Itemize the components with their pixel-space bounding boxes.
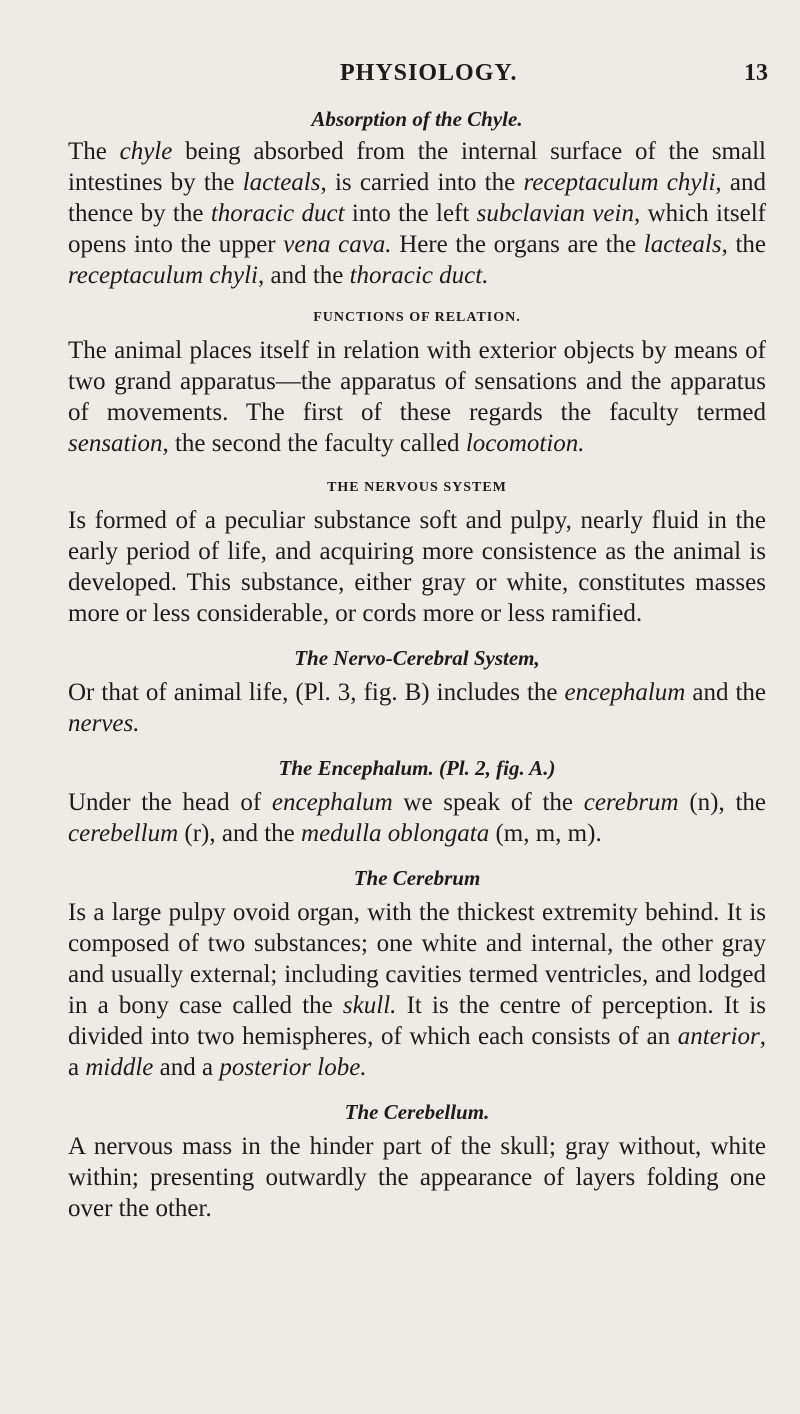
- running-head: [40, 60, 768, 90]
- heading-functions-of-relation: FUNCTIONS OF RELATION.: [313, 310, 521, 325]
- running-title: PHYSIOLOGY.: [340, 60, 518, 86]
- heading-absorption-of-chyle: Absorption of the Chyle.: [311, 107, 523, 131]
- heading-encephalum: The Encephalum. (Pl. 2, fig. A.): [278, 756, 556, 780]
- paragraph-nervo-cerebral: Or that of animal life, (Pl. 3, fig. B) includes the encephalum and the nerves.: [68, 679, 767, 737]
- paragraph-cerebrum: Is a large pulpy ovoid organ, with the thickest extremity behind. It is composed of two substances; one white and internal, the other gray and usually external; including cavities termed ventricles, and lodged in a bony case called the skull. It is the centre of perception. It is divided into two hemispheres, of which each consists of an anterior, a middle and a posterior lobe.: [68, 899, 766, 1081]
- page-number: 13: [744, 60, 768, 86]
- heading-cerebrum: The Cerebrum: [353, 866, 481, 890]
- heading-cerebellum: The Cerebellum.: [344, 1100, 490, 1124]
- text-block: [68, 102, 766, 1224]
- paragraph-encephalum: Under the head of encephalum we speak of the cerebrum (n), the cerebellum (r), and the medulla oblongata (m, m, m).: [68, 789, 766, 847]
- paragraph-cerebellum: A nervous mass in the hinder part of the skull; gray without, white within; presenting outwardly the appearance of layers folding one over the other.: [68, 1133, 766, 1222]
- heading-nervo-cerebral-system: The Nervo-Cerebral System,: [294, 646, 540, 670]
- heading-nervous-system: THE NERVOUS SYSTEM: [327, 480, 507, 495]
- paragraph-chyle: The chyle being absorbed from the internal surface of the small intestines by the lacteals, is carried into the receptaculum chyli, and thence by the thoracic duct into the left subclavian vein, which itself opens into the upper vena cava. Here the organs are the lacteals, the receptaculum chyli, and the thoracic duct.: [68, 138, 767, 289]
- paragraph-nervous-system: Is formed of a peculiar substance soft and pulpy, nearly fluid in the early period of life, and acquiring more consistence as the animal is developed. This substance, either gray or white, constitutes masses more or less considerable, or cords more or less ramified.: [68, 507, 766, 627]
- paragraph-relation: The animal places itself in relation with exterior objects by means of two grand apparatus—the apparatus of sensations and the apparatus of movements. The first of these regards the faculty termed sensation, the second the faculty called locomotion.: [68, 337, 766, 457]
